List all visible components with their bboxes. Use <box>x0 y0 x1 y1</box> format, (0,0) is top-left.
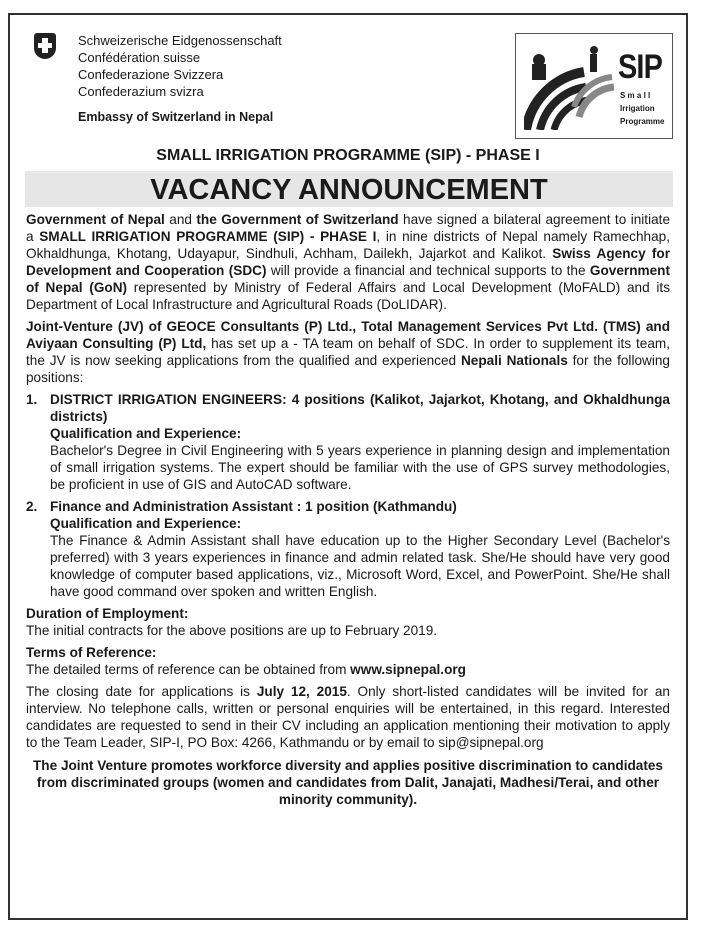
page-title: VACANCY ANNOUNCEMENT <box>25 171 673 207</box>
header <box>10 15 686 145</box>
position-number: 1. <box>26 392 38 407</box>
qualification-text: The Finance & Admin Assistant shall have education up to the Higher Secondary Level (Bachelor's preferred) with 3 years experiences in finance and admin related task. She/He should have very good knowledge of computer based applications, viz., Microsoft Word, Excel, and PowerPoint. She/He shall have good command over spoken and written English. <box>50 533 670 599</box>
intro-paragraph <box>26 211 670 313</box>
sip-logo-graphic-icon <box>524 42 619 130</box>
qualification-heading: Qualification and Experience: <box>50 426 242 441</box>
announcement-body <box>10 207 686 808</box>
bold-text-segment: Swiss Agency for Development and Cooperation (SDC) <box>26 246 670 278</box>
text-segment: will provide a financial and technical supports to the <box>266 263 590 278</box>
text-segment: , in nine districts of Nepal namely Ramechhap, Okhaldhunga, Khotang, Udayapur, Sindhuli, Achham, Dailekh, Jajarkot and Kalikot. <box>26 229 670 261</box>
position-item <box>26 391 670 493</box>
jv-paragraph <box>26 318 670 386</box>
logo-line: S m a l l <box>620 91 651 100</box>
logo-line: Irrigation <box>620 104 655 113</box>
confederation-line: Schweizerische Eidgenossenschaft <box>78 33 282 48</box>
sip-logo <box>515 33 673 139</box>
bold-text-segment: Nepali Nationals <box>460 353 568 368</box>
bold-text-segment: Government of Nepal (GoN) <box>26 263 670 295</box>
embassy-name: Embassy of Switzerland in Nepal <box>78 110 274 124</box>
bold-text-segment: Joint-Venture (JV) of GEOCE Consultants (P) Ltd., Total Management Services Pvt Ltd. (TMS) and Aviyaan Consulting (P) Ltd, <box>26 319 670 351</box>
logo-title: SIP <box>618 48 663 86</box>
swiss-crest-icon <box>34 33 56 59</box>
bold-text-segment: July 12, 2015 <box>256 684 347 699</box>
diversity-statement: The Joint Venture promotes workforce diversity and applies positive discrimination to candidates from discriminated groups (women and candidates from Dalit, Janajati, Madhesi/Terai, and other minority community). <box>33 758 663 807</box>
programme-subtitle: SMALL IRRIGATION PROGRAMME (SIP) - PHASE I <box>156 147 540 164</box>
tor-section <box>26 644 670 678</box>
text-segment: represented by Ministry of Federal Affairs and Local Development (MoFALD) and its Department of Local Infrastructure and Agricultural Roads (DoLIDAR). <box>26 280 670 312</box>
text-segment: . Only short-listed candidates will be invited for an interview. No telephone calls, written or personal enquiries will be entertained, in this regard. Interested candidates are requested to send in their CV including an application mentioning their motivation to apply to the Team Leader, SIP-I, PO Box: 4266, Kathmandu or by email to sip@sipnepal.org <box>26 684 670 750</box>
position-title: DISTRICT IRRIGATION ENGINEERS: 4 positions (Kalikot, Jajarkot, Khotang, and Okhaldhunga districts) <box>50 392 670 424</box>
tor-text: The detailed terms of reference can be obtained from <box>26 662 351 677</box>
bold-text-segment: the Government of Switzerland <box>196 212 399 227</box>
text-segment: have signed a bilateral agreement to initiate a <box>26 212 670 244</box>
website-link[interactable]: www.sipnepal.org <box>350 662 466 677</box>
tor-heading: Terms of Reference: <box>26 645 157 660</box>
duration-section <box>26 605 670 639</box>
text-segment: for the following positions: <box>26 353 670 385</box>
logo-line: Programme <box>620 117 665 126</box>
bold-text-segment: SMALL IRRIGATION PROGRAMME (SIP) - PHASE I <box>39 229 377 244</box>
confederation-line: Confédération suisse <box>78 50 201 65</box>
bold-text-segment: Government of Nepal <box>26 212 165 227</box>
qualification-text: Bachelor's Degree in Civil Engineering with 5 years experience in planning design and implementation of small irrigation systems. The expert should be familiar with the use of GPS survey methodologies, be proficient in use of GIS and AutoCAD software. <box>50 443 670 492</box>
text-segment: The closing date for applications is <box>26 684 257 699</box>
logo-subtitle <box>620 89 664 128</box>
text-segment: and <box>164 212 197 227</box>
confederation-line: Confederazium svizra <box>78 84 204 99</box>
duration-text: The initial contracts for the above positions are up to February 2019. <box>26 623 438 638</box>
position-number: 2. <box>26 499 38 514</box>
text-segment: has set up a - TA team on behalf of SDC. In order to supplement its team, the JV is now seeking applications from the qualified and experienced <box>26 336 670 368</box>
duration-heading: Duration of Employment: <box>26 606 189 621</box>
position-item <box>26 498 670 600</box>
confederation-names <box>78 32 282 100</box>
qualification-heading: Qualification and Experience: <box>50 516 242 531</box>
closing-paragraph <box>26 683 670 751</box>
position-title: Finance and Administration Assistant : 1 position (Kathmandu) <box>50 499 457 514</box>
advertisement-frame <box>8 13 688 920</box>
confederation-line: Confederazione Svizzera <box>78 67 224 82</box>
